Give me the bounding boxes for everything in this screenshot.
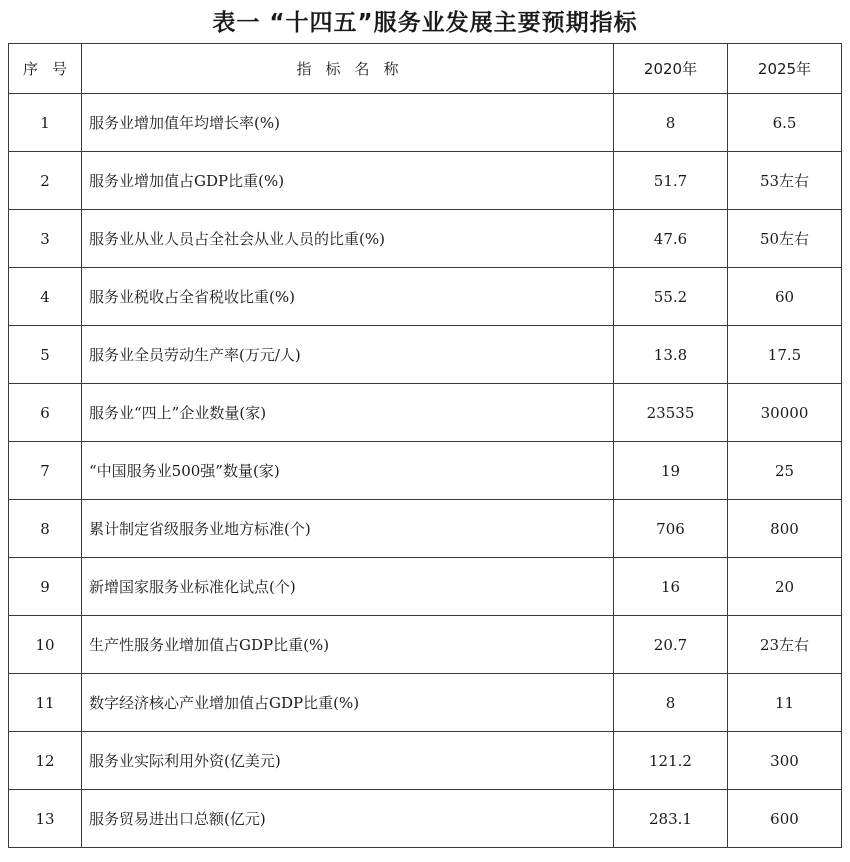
header-name: 指标名称 bbox=[82, 44, 614, 94]
row-value-2025: 300 bbox=[728, 732, 842, 790]
row-value-2025: 25 bbox=[728, 442, 842, 500]
table-row bbox=[9, 94, 842, 152]
row-seq: 11 bbox=[9, 674, 82, 732]
row-value-2020: 8 bbox=[614, 674, 728, 732]
row-value-2020: 23535 bbox=[614, 384, 728, 442]
header-2025: 2025年 bbox=[728, 44, 842, 94]
row-indicator-name: 新增国家服务业标准化试点(个) bbox=[82, 558, 614, 616]
row-value-2020: 121.2 bbox=[614, 732, 728, 790]
row-value-2025: 50左右 bbox=[728, 210, 842, 268]
row-seq: 1 bbox=[9, 94, 82, 152]
row-value-2020: 8 bbox=[614, 94, 728, 152]
row-seq: 7 bbox=[9, 442, 82, 500]
table-body bbox=[9, 94, 842, 848]
row-seq: 12 bbox=[9, 732, 82, 790]
table-header bbox=[9, 44, 842, 94]
table-row bbox=[9, 384, 842, 442]
row-seq: 2 bbox=[9, 152, 82, 210]
row-value-2025: 6.5 bbox=[728, 94, 842, 152]
row-value-2025: 17.5 bbox=[728, 326, 842, 384]
table-row bbox=[9, 326, 842, 384]
row-indicator-name: “中国服务业500强”数量(家) bbox=[82, 442, 614, 500]
row-indicator-name: 服务业增加值年均增长率(%) bbox=[82, 94, 614, 152]
row-seq: 5 bbox=[9, 326, 82, 384]
row-value-2020: 20.7 bbox=[614, 616, 728, 674]
row-value-2020: 47.6 bbox=[614, 210, 728, 268]
row-value-2020: 283.1 bbox=[614, 790, 728, 848]
row-value-2025: 30000 bbox=[728, 384, 842, 442]
row-seq: 4 bbox=[9, 268, 82, 326]
row-indicator-name: 服务业增加值占GDP比重(%) bbox=[82, 152, 614, 210]
row-value-2020: 51.7 bbox=[614, 152, 728, 210]
row-indicator-name: 服务业“四上”企业数量(家) bbox=[82, 384, 614, 442]
row-value-2020: 19 bbox=[614, 442, 728, 500]
header-2020: 2020年 bbox=[614, 44, 728, 94]
row-value-2025: 20 bbox=[728, 558, 842, 616]
row-value-2025: 60 bbox=[728, 268, 842, 326]
row-value-2020: 55.2 bbox=[614, 268, 728, 326]
row-value-2025: 600 bbox=[728, 790, 842, 848]
row-indicator-name: 累计制定省级服务业地方标准(个) bbox=[82, 500, 614, 558]
row-value-2020: 13.8 bbox=[614, 326, 728, 384]
row-seq: 8 bbox=[9, 500, 82, 558]
row-seq: 9 bbox=[9, 558, 82, 616]
table-row bbox=[9, 558, 842, 616]
header-seq: 序号 bbox=[9, 44, 82, 94]
table-row bbox=[9, 500, 842, 558]
table-row bbox=[9, 210, 842, 268]
table-row bbox=[9, 732, 842, 790]
row-value-2025: 800 bbox=[728, 500, 842, 558]
row-indicator-name: 服务业从业人员占全社会从业人员的比重(%) bbox=[82, 210, 614, 268]
table-row bbox=[9, 152, 842, 210]
table-row bbox=[9, 616, 842, 674]
row-indicator-name: 服务贸易进出口总额(亿元) bbox=[82, 790, 614, 848]
table-row bbox=[9, 674, 842, 732]
row-seq: 6 bbox=[9, 384, 82, 442]
table-row bbox=[9, 442, 842, 500]
table-title: 表一 “十四五”服务业发展主要预期指标 bbox=[212, 10, 638, 36]
row-value-2020: 16 bbox=[614, 558, 728, 616]
row-value-2025: 53左右 bbox=[728, 152, 842, 210]
row-value-2025: 11 bbox=[728, 674, 842, 732]
header-row bbox=[9, 44, 842, 94]
row-seq: 13 bbox=[9, 790, 82, 848]
row-indicator-name: 服务业实际利用外资(亿美元) bbox=[82, 732, 614, 790]
row-indicator-name: 生产性服务业增加值占GDP比重(%) bbox=[82, 616, 614, 674]
row-value-2025: 23左右 bbox=[728, 616, 842, 674]
table-row bbox=[9, 790, 842, 848]
row-value-2020: 706 bbox=[614, 500, 728, 558]
row-seq: 10 bbox=[9, 616, 82, 674]
row-indicator-name: 服务业全员劳动生产率(万元/人) bbox=[82, 326, 614, 384]
table-row bbox=[9, 268, 842, 326]
row-indicator-name: 服务业税收占全省税收比重(%) bbox=[82, 268, 614, 326]
row-seq: 3 bbox=[9, 210, 82, 268]
indicators-table bbox=[8, 43, 842, 848]
row-indicator-name: 数字经济核心产业增加值占GDP比重(%) bbox=[82, 674, 614, 732]
